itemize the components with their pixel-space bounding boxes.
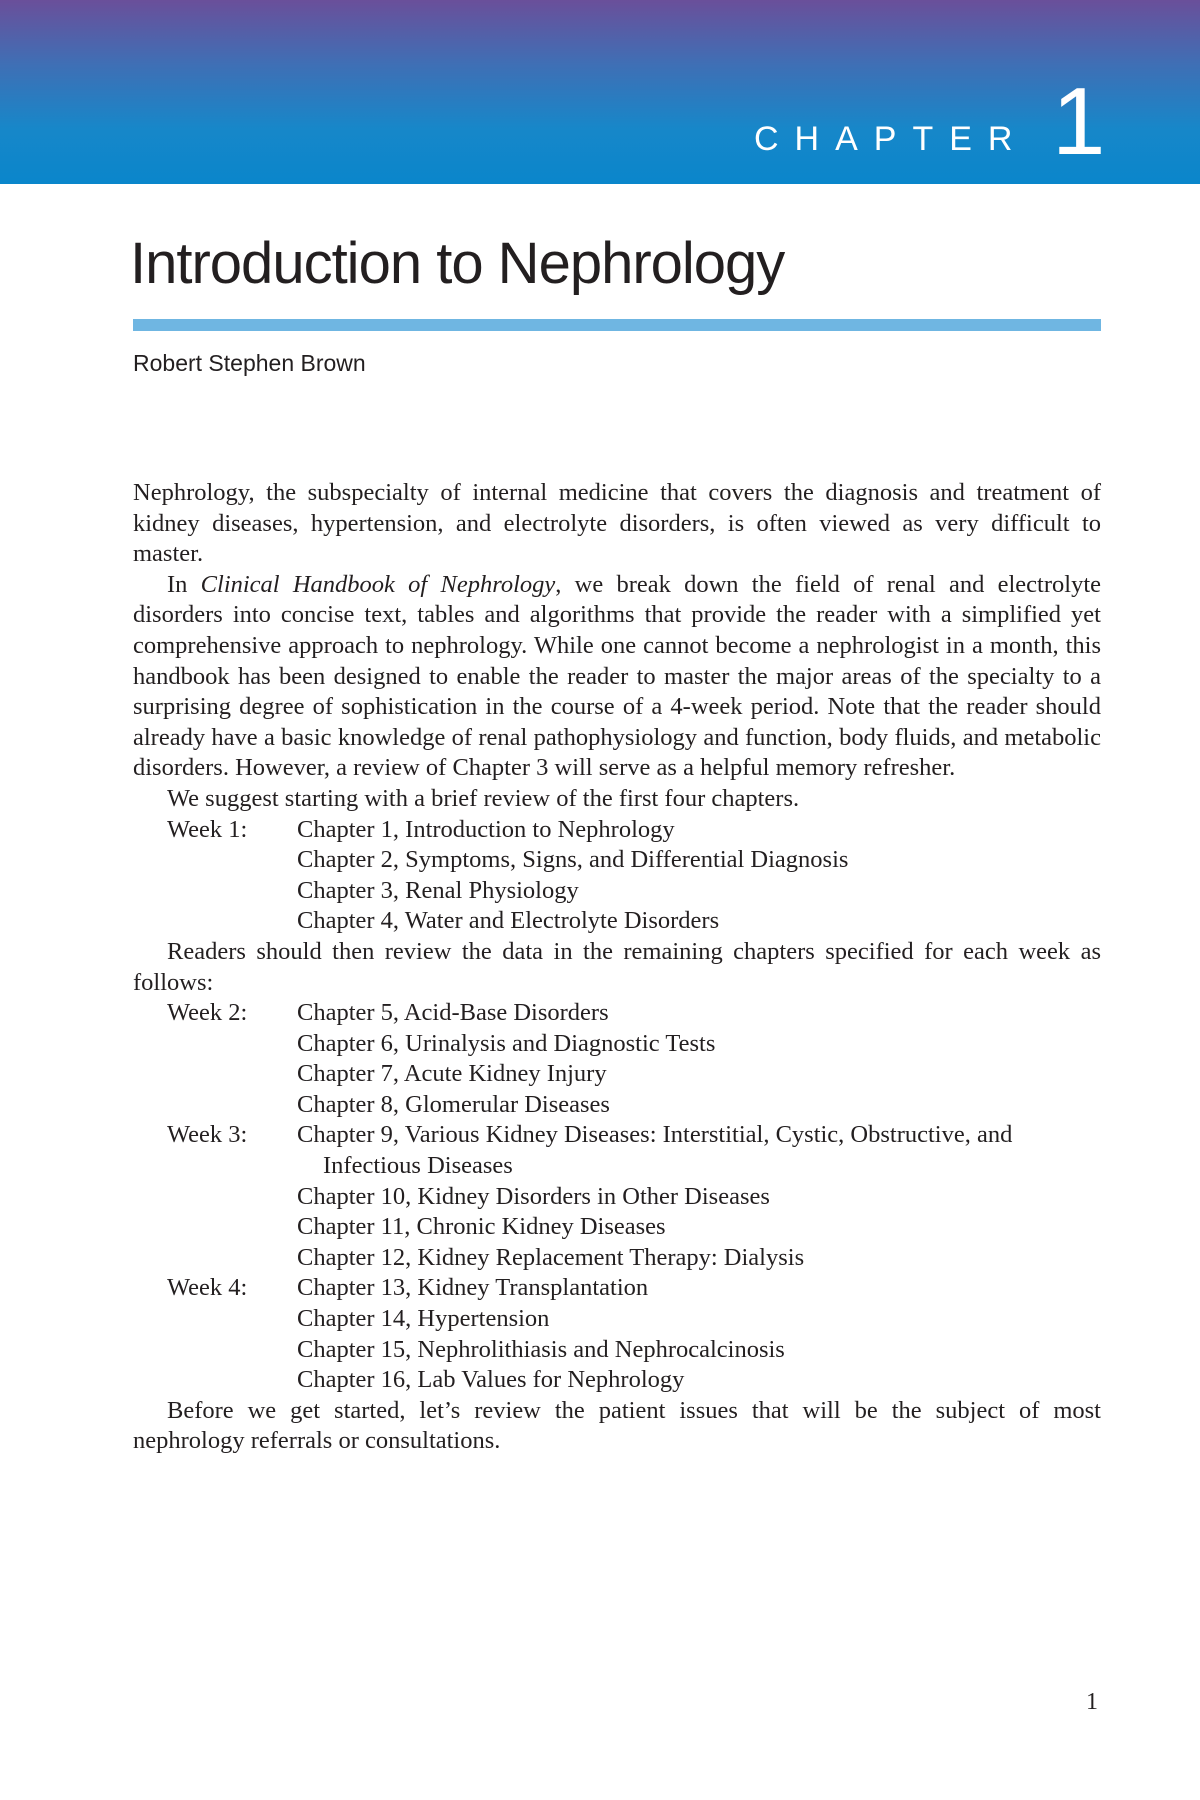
- chapter-list-item: Chapter 5, Acid-Base Disorders: [297, 999, 609, 1027]
- chapter-list-item: Chapter 11, Chronic Kidney Diseases: [297, 1213, 666, 1241]
- chapter-list-item: Chapter 16, Lab Values for Nephrology: [297, 1366, 685, 1394]
- week-label: Week 4:: [167, 1274, 248, 1302]
- week-block-1: [167, 815, 1101, 937]
- paragraph-handbook-rest: , we break down the field of renal and electrolyte disorders into concise text, tables and algorithms that provide the reader with a simplified yet comprehensive approach to nephrology. While one cannot become a nephrologist in a month, this handbook has been designed to enable the reader to master the major areas of the specialty to a surprising degree of sophistication in the course of a 4-week period. Note that the reader should already have a basic knowledge of renal pathophysiology and function, body fluids, and metabolic disorders. However, a review of Chapter 3 will serve as a helpful memory refresher.: [133, 570, 1101, 782]
- week-label: Week 1:: [167, 815, 248, 843]
- week-block-3: [167, 1120, 1101, 1273]
- chapter-title: Introduction to Nephrology: [130, 231, 785, 296]
- paragraph-intro: Nephrology, the subspecialty of internal medicine that covers the diagnosis and treatment of kidney diseases, hypertension, and electrolyte disorders, is often viewed as very difficult to master.: [133, 479, 1101, 568]
- chapter-list-item: Chapter 12, Kidney Replacement Therapy: Dialysis: [297, 1243, 805, 1271]
- week-label: Week 2:: [167, 999, 248, 1027]
- week-block-2: [167, 998, 1101, 1120]
- week-chapter-list: [297, 998, 1101, 1120]
- chapter-list-item: Chapter 9, Various Kidney Diseases: Interstitial, Cystic, Obstructive, and Infectious Diseases: [297, 1121, 1013, 1180]
- chapter-list-item: Chapter 1, Introduction to Nephrology: [297, 815, 675, 843]
- week-chapter-list: [297, 815, 1101, 937]
- chapter-list-item: Chapter 3, Renal Physiology: [297, 876, 579, 904]
- week-chapter-list: [297, 1120, 1101, 1273]
- author-name: Robert Stephen Brown: [133, 350, 366, 376]
- chapter-list-item: Chapter 14, Hypertension: [297, 1305, 550, 1333]
- paragraph-handbook: [133, 570, 1101, 784]
- book-title: Clinical Handbook of Nephrology: [200, 570, 556, 598]
- paragraph-review: Readers should then review the data in the remaining chapters specified for each week as follows:: [133, 937, 1101, 996]
- page-number: 1: [1086, 1689, 1098, 1715]
- chapter-list-item: Chapter 8, Glomerular Diseases: [297, 1090, 610, 1118]
- chapter-list-item: Chapter 13, Kidney Transplantation: [297, 1274, 649, 1302]
- week-block-4: [167, 1273, 1101, 1395]
- chapter-list-item: Chapter 7, Acute Kidney Injury: [297, 1060, 607, 1088]
- chapter-label: CHAPTER: [754, 120, 1029, 158]
- week-label: Week 3:: [167, 1121, 248, 1149]
- chapter-number: 1: [1052, 68, 1106, 175]
- chapter-list-item: Chapter 10, Kidney Disorders in Other Diseases: [297, 1182, 770, 1210]
- paragraph-closing: Before we get started, let’s review the patient issues that will be the subject of most nephrology referrals or consultations.: [133, 1396, 1101, 1455]
- chapter-list-item: Chapter 2, Symptoms, Signs, and Differential Diagnosis: [297, 846, 849, 874]
- paragraph-handbook-prefix: In: [167, 570, 201, 598]
- chapter-list-item: Chapter 15, Nephrolithiasis and Nephrocalcinosis: [297, 1335, 785, 1363]
- body-text: [133, 478, 1101, 1457]
- chapter-header-band: [0, 0, 1200, 184]
- paragraph-suggestion: We suggest starting with a brief review of the first four chapters.: [167, 784, 800, 812]
- chapter-list-item: Chapter 4, Water and Electrolyte Disorders: [297, 907, 720, 935]
- week-chapter-list: [297, 1273, 1101, 1395]
- chapter-list-item: Chapter 6, Urinalysis and Diagnostic Tests: [297, 1029, 716, 1057]
- title-rule: [133, 319, 1101, 331]
